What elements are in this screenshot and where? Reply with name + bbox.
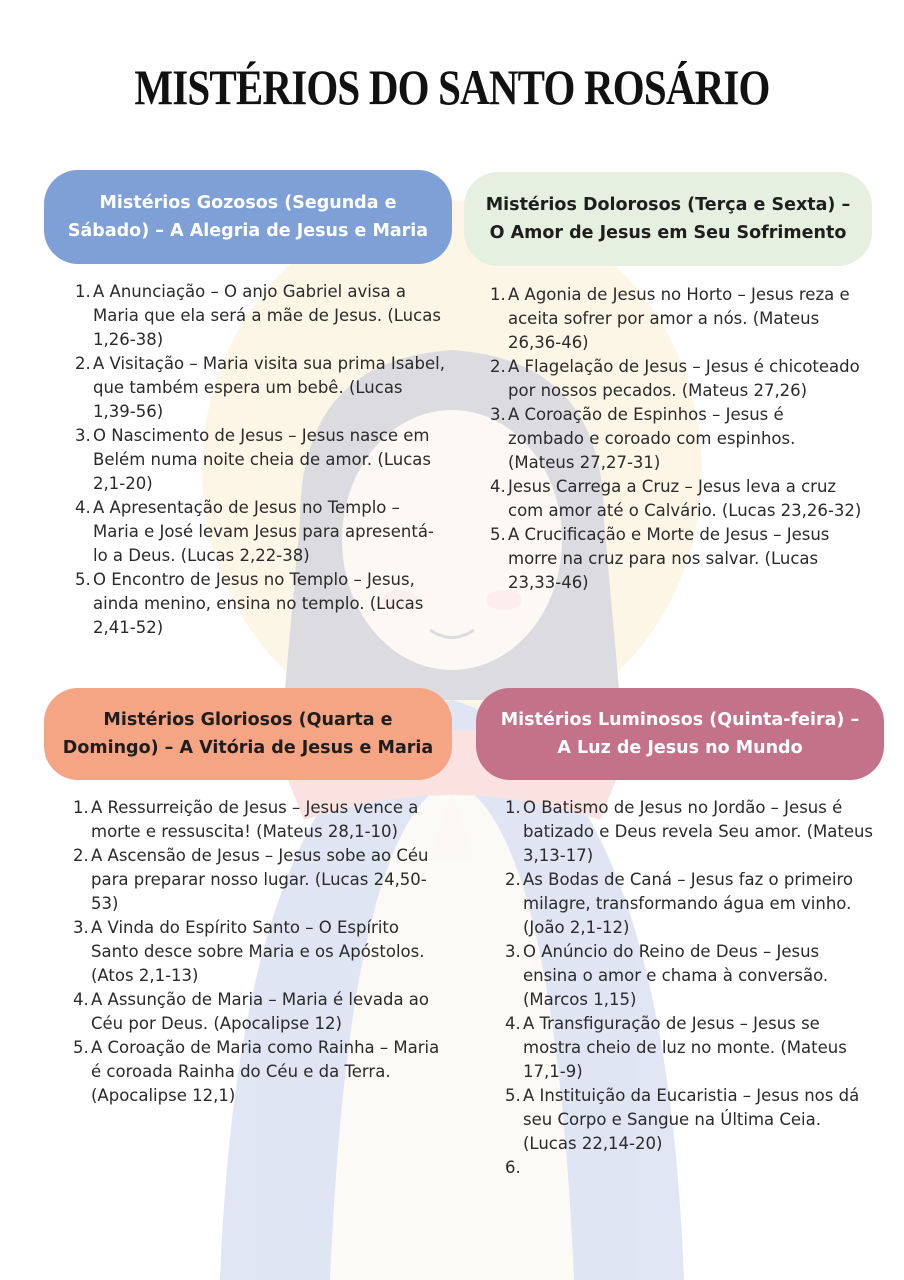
list-item	[75, 424, 447, 496]
section-heading-dolorosos	[464, 172, 872, 266]
list-item	[73, 796, 445, 844]
item-number: 5.	[490, 525, 506, 544]
heading-line2: O Amor de Jesus em Seu Sofrimento	[489, 223, 847, 243]
item-text: A Assunção de Maria – Maria é levada ao Céu por Deus. (Apocalipse 12)	[91, 990, 430, 1033]
item-text: O Anúncio do Reino de Deus – Jesus ensina o amor e chama à conversão. (Marcos 1,15)	[523, 942, 829, 1009]
mysteries-list-gloriosos	[73, 796, 445, 1108]
item-text: O Encontro de Jesus no Templo – Jesus, ainda menino, ensina no templo. (Lucas 2,41-52)	[93, 570, 424, 637]
item-number: 5.	[73, 1038, 89, 1057]
list-item	[75, 568, 447, 640]
item-number: 5.	[505, 1086, 521, 1105]
list-item	[490, 403, 862, 475]
section-heading-luminosos	[476, 688, 884, 780]
mysteries-list-gozosos	[75, 280, 447, 640]
item-number: 5.	[75, 570, 91, 589]
item-text: A Vinda do Espírito Santo – O Espírito Santo desce sobre Maria e os Apóstolos. (Atos 2,1-13)	[91, 918, 425, 985]
item-number: 4.	[75, 498, 91, 517]
list-item	[505, 940, 877, 1012]
heading-line1: Mistérios Dolorosos (Terça e Sexta) –	[485, 195, 851, 215]
item-number: 1.	[75, 282, 91, 301]
heading-line1: Mistérios Luminosos (Quinta-feira) –	[500, 710, 860, 730]
item-number: 1.	[490, 285, 506, 304]
list-item	[490, 355, 862, 403]
item-text: Jesus Carrega a Cruz – Jesus leva a cruz com amor até o Calvário. (Lucas 23,26-32)	[508, 477, 862, 520]
item-text: A Agonia de Jesus no Horto – Jesus reza e aceita sofrer por amor a nós. (Mateus 26,36-46)	[508, 285, 850, 352]
item-number: 3.	[75, 426, 91, 445]
list-item	[505, 868, 877, 940]
item-text: A Apresentação de Jesus no Templo – Maria e José levam Jesus para apresentá-lo a Deus. (Lucas 2,22-38)	[93, 498, 434, 565]
item-text: A Ascensão de Jesus – Jesus sobe ao Céu para preparar nosso lugar. (Lucas 24,50-53)	[91, 846, 429, 913]
item-number: 3.	[73, 918, 89, 937]
item-number: 3.	[490, 405, 506, 424]
item-text: A Flagelação de Jesus – Jesus é chicoteado por nossos pecados. (Mateus 27,26)	[508, 357, 860, 400]
list-item	[73, 988, 445, 1036]
item-number: 4.	[490, 477, 506, 496]
heading-line2: Domingo) – A Vitória de Jesus e Maria	[62, 738, 434, 758]
mysteries-list-dolorosos	[490, 283, 862, 595]
item-text: A Anunciação – O anjo Gabriel avisa a Maria que ela será a mãe de Jesus. (Lucas 1,26-38)	[93, 282, 441, 349]
item-number: 2.	[73, 846, 89, 865]
heading-line1: Mistérios Gozosos (Segunda e	[99, 193, 397, 213]
item-number: 2.	[75, 354, 91, 373]
list-item	[73, 916, 445, 988]
list-item	[490, 475, 862, 523]
item-text: As Bodas de Caná – Jesus faz o primeiro milagre, transformando água em vinho. (João 2,1-12)	[523, 870, 854, 937]
section-heading-gozosos	[44, 170, 452, 264]
list-item	[73, 1036, 445, 1108]
item-text: A Ressurreição de Jesus – Jesus vence a morte e ressuscita! (Mateus 28,1-10)	[91, 798, 419, 841]
section-heading-gloriosos	[44, 688, 452, 780]
item-text: A Coroação de Espinhos – Jesus é zombado e coroado com espinhos. (Mateus 27,27-31)	[508, 405, 796, 472]
item-number: 1.	[505, 798, 521, 817]
item-text: A Instituição da Eucaristia – Jesus nos dá seu Corpo e Sangue na Última Ceia. (Lucas 22,14-20)	[523, 1086, 860, 1153]
page-title: MISTÉRIOS DO SANTO ROSÁRIO	[134, 59, 770, 115]
item-number: 3.	[505, 942, 521, 961]
mysteries-list-luminosos	[505, 796, 877, 1180]
list-item	[73, 844, 445, 916]
list-item	[505, 1156, 877, 1180]
item-text: A Coroação de Maria como Rainha – Maria é coroada Rainha do Céu e da Terra. (Apocalipse 12,1)	[91, 1038, 440, 1105]
item-text: A Visitação – Maria visita sua prima Isabel, que também espera um bebê. (Lucas 1,39-56)	[93, 354, 445, 421]
item-text: O Nascimento de Jesus – Jesus nasce em Belém numa noite cheia de amor. (Lucas 2,1-20)	[93, 426, 431, 493]
list-item	[505, 1084, 877, 1156]
item-text: A Transfiguração de Jesus – Jesus se mostra cheio de luz no monte. (Mateus 17,1-9)	[523, 1014, 847, 1081]
list-item	[490, 283, 862, 355]
heading-line2: A Luz de Jesus no Mundo	[557, 738, 803, 758]
item-number: 4.	[505, 1014, 521, 1033]
item-number: 1.	[73, 798, 89, 817]
heading-line2: Sábado) – A Alegria de Jesus e Maria	[67, 221, 429, 241]
item-number: 4.	[73, 990, 89, 1009]
list-item	[75, 352, 447, 424]
heading-line1: Mistérios Gloriosos (Quarta e	[103, 710, 393, 730]
list-item	[490, 523, 862, 595]
item-text: O Batismo de Jesus no Jordão – Jesus é batizado e Deus revela Seu amor. (Mateus 3,13-17)	[523, 798, 874, 865]
list-item	[75, 496, 447, 568]
item-number: 6.	[505, 1158, 521, 1177]
list-item	[75, 280, 447, 352]
item-text: A Crucificação e Morte de Jesus – Jesus morre na cruz para nos salvar. (Lucas 23,33-46)	[508, 525, 830, 592]
list-item	[505, 796, 877, 868]
item-number: 2.	[490, 357, 506, 376]
item-number: 2.	[505, 870, 521, 889]
list-item	[505, 1012, 877, 1084]
